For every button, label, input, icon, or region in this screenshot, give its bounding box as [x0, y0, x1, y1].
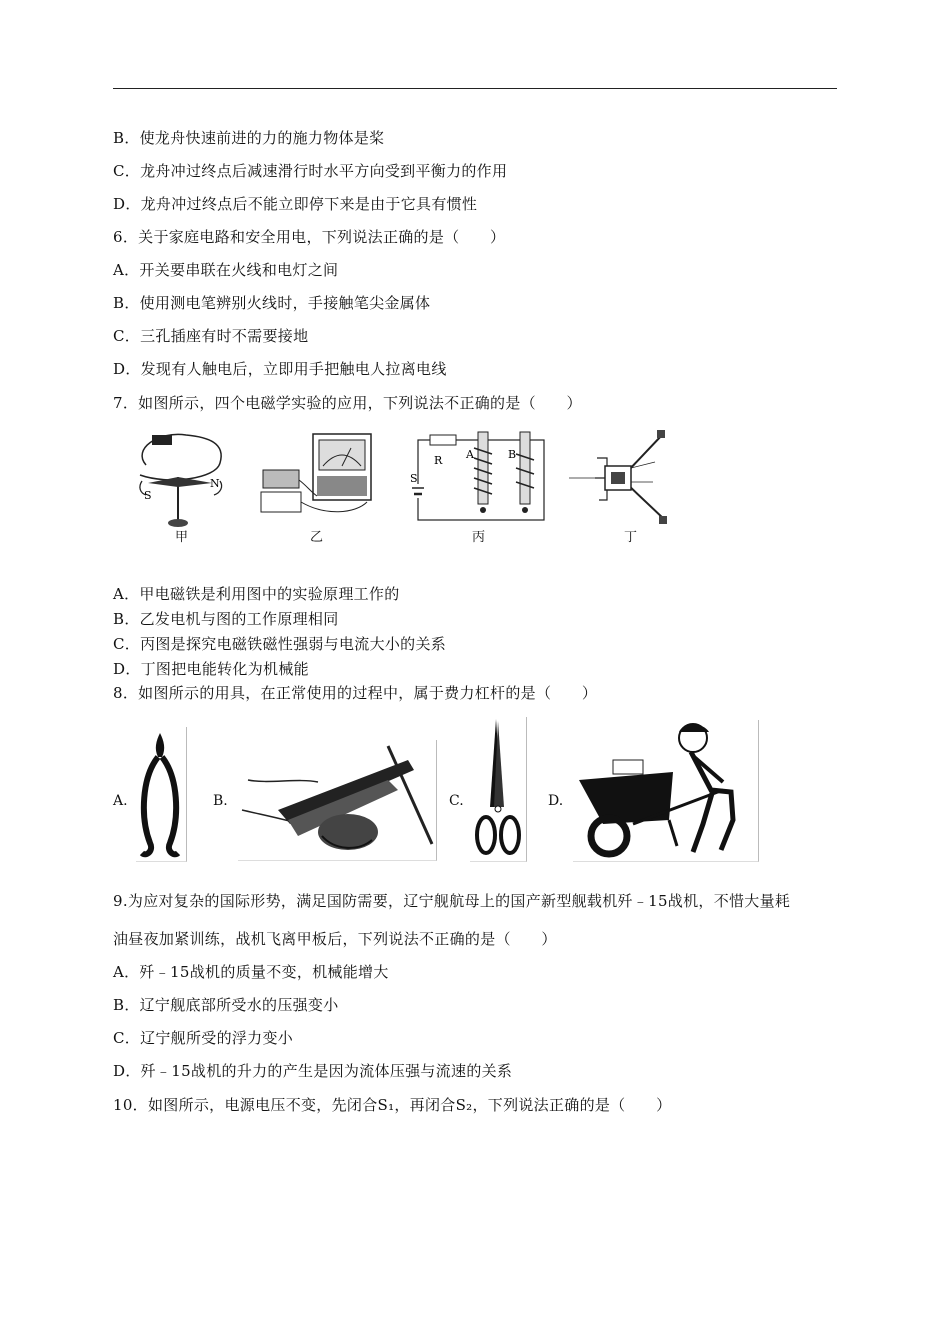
q5-option-d: D．龙舟冲过终点后不能立即停下来是由于它具有惯性	[113, 195, 478, 213]
header-rule	[113, 88, 837, 89]
q5-option-b: B．使龙舟快速前进的力的施力物体是桨	[113, 129, 385, 147]
q6-stem: 6．关于家庭电路和安全用电，下列说法正确的是（ ）	[113, 228, 506, 246]
q7-option-c: C．丙图是探究电磁铁磁性强弱与电流大小的关系	[113, 635, 447, 653]
q7-option-a: A．甲电磁铁是利用图中的实验原理工作的	[113, 585, 400, 603]
q8-label-b: B.	[213, 793, 228, 809]
q7-figure-jia	[128, 425, 228, 545]
q7-caption-ding: 丁	[624, 530, 638, 545]
q7-bing-switch-label: S	[410, 472, 418, 485]
q8-label-a: A.	[113, 793, 128, 809]
q7-figure-bing	[408, 428, 548, 528]
q7-jia-n-label: N	[210, 477, 220, 490]
q6-option-a: A．开关要串联在火线和电灯之间	[113, 261, 339, 279]
q7-figure-yi	[255, 430, 380, 530]
q7-option-d: D．丁图把电能转化为机械能	[113, 660, 309, 678]
q6-option-c: C．三孔插座有时不需要接地	[113, 327, 309, 345]
q8-nutcracker-image	[238, 740, 437, 861]
q9-option-d: D．歼﹣15战机的升力的产生是因为流体压强与流速的关系	[113, 1062, 513, 1080]
q8-stem: 8．如图所示的用具，在正常使用的过程中，属于费力杠杆的是（ ）	[113, 684, 598, 702]
q7-figure-ding	[565, 428, 680, 528]
q5-option-c: C．龙舟冲过终点后减速滑行时水平方向受到平衡力的作用	[113, 162, 508, 180]
q7-jia-s-label: S	[144, 489, 152, 502]
q9-stem-line1: 9.为应对复杂的国际形势，满足国防需要，辽宁舰航母上的国产新型舰载机歼﹣15战机，不惜大量耗	[113, 892, 791, 910]
q9-option-c: C．辽宁舰所受的浮力变小	[113, 1029, 294, 1047]
q8-tongs-image	[136, 727, 187, 862]
q7-bing-b-label: B	[508, 448, 517, 461]
q7-option-b: B．乙发电机与图的工作原理相同	[113, 610, 339, 628]
q6-option-b: B．使用测电笔辨别火线时，手接触笔尖金属体	[113, 294, 431, 312]
q7-stem: 7．如图所示，四个电磁学实验的应用，下列说法不正确的是（ ）	[113, 394, 582, 412]
q7-caption-yi: 乙	[310, 530, 324, 545]
q8-label-d: D.	[548, 793, 564, 809]
q10-stem: 10．如图所示，电源电压不变，先闭合S₁，再闭合S₂，下列说法正确的是（ ）	[113, 1096, 672, 1114]
q9-option-a: A．歼﹣15战机的质量不变，机械能增大	[113, 963, 389, 981]
q8-scissors-image	[470, 717, 527, 862]
q8-wheelbarrow-image	[573, 720, 759, 862]
q6-option-d: D．发现有人触电后，立即用手把触电人拉离电线	[113, 360, 447, 378]
q7-bing-a-label: A	[466, 448, 474, 461]
q7-caption-jia: 甲	[175, 530, 189, 545]
q8-label-c: C.	[449, 793, 464, 809]
q7-bing-r-label: R	[434, 454, 443, 467]
q9-option-b: B．辽宁舰底部所受水的压强变小	[113, 996, 339, 1014]
q7-caption-bing: 丙	[472, 530, 486, 545]
q9-stem-line2: 油昼夜加紧训练，战机飞离甲板后，下列说法不正确的是（ ）	[113, 930, 557, 948]
